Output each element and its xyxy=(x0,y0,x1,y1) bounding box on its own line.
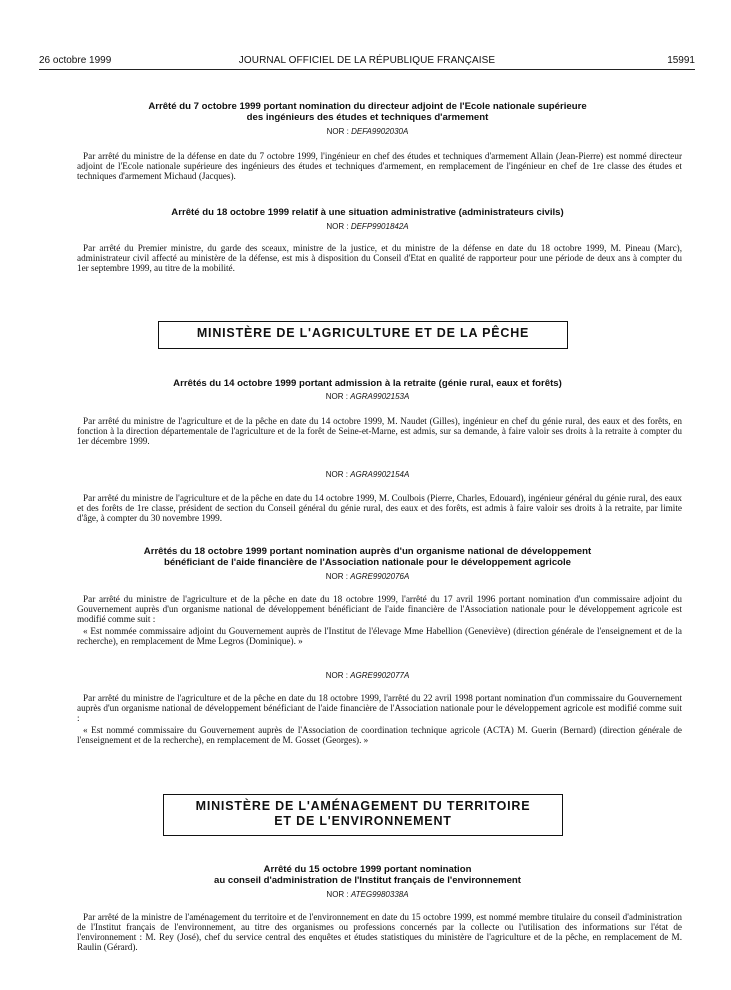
nor-reference xyxy=(60,470,675,480)
nor-code: AGRA9902154A xyxy=(350,470,410,479)
decree-quote: « Est nommé commissaire du Gouvernement auprès de l'Association de coordination technique agricole (ACTA) M. Guerin (Bernard) (direction générale de l'enseignement et de la recherche), en remplacement de M. Gosset (Georges). » xyxy=(77,725,682,745)
decree-title xyxy=(60,864,675,886)
decree-title-line: au conseil d'administration de l'Institut français de l'environnement xyxy=(214,875,521,886)
nor-code: ATEG9980338A xyxy=(350,890,409,899)
nor-label: NOR : xyxy=(326,222,349,231)
nor-label: NOR : xyxy=(325,470,348,479)
decree-title xyxy=(60,546,675,568)
decree-paragraph: Par arrêté du Premier ministre, du garde des sceaux, ministre de la justice, et du ministre de la défense en date du 18 octobre 1999, M. Pineau (Marc), administrateur civil affecté au ministère de la défense, est mis à disposition du Conseil d'Etat en qualité de rapporteur pour une période de deux ans à compter du 1er septembre 1999, au titre de la mobilité. xyxy=(77,243,682,273)
nor-code: DEFA9902030A xyxy=(351,127,409,136)
nor-label: NOR : xyxy=(325,572,348,581)
decree-title-line: Arrêtés du 18 octobre 1999 portant nomination auprès d'un organisme national de développement xyxy=(143,546,592,557)
nor-code: AGRA9902153A xyxy=(350,392,410,401)
ministry-heading-line: MINISTÈRE DE L'AMÉNAGEMENT DU TERRITOIRE xyxy=(195,799,531,813)
ministry-heading-line: ET DE L'ENVIRONNEMENT xyxy=(274,814,452,828)
decree-paragraph: Par arrêté du ministre de la défense en date du 7 octobre 1999, l'ingénieur en chef des études et techniques d'armement Allain (Jean-Pierre) est nommé directeur adjoint de l'Ecole nationale supérieure des ingénieurs des études et techniques d'armement, en remplacement de l'ingénieur en chef de 1re classe des études et techniques d'armement Michaud (Jacques). xyxy=(77,151,682,181)
decree-title-line: Arrêté du 15 octobre 1999 portant nomination xyxy=(263,864,472,875)
decree-title-line: des ingénieurs des études et techniques d'armement xyxy=(246,112,489,123)
nor-reference xyxy=(60,392,675,402)
ministry-heading: MINISTÈRE DE L'AGRICULTURE ET DE LA PÊCHE xyxy=(196,326,530,340)
nor-label: NOR : xyxy=(326,127,349,136)
ministry-heading-box xyxy=(163,794,563,836)
page-header xyxy=(39,55,695,69)
page-number: 15991 xyxy=(667,55,695,66)
header-date: 26 octobre 1999 xyxy=(39,55,112,66)
nor-reference xyxy=(60,890,675,900)
nor-label: NOR : xyxy=(326,890,349,899)
nor-reference xyxy=(60,572,675,582)
decree-paragraph: Par arrêté du ministre de l'agriculture et de la pêche en date du 14 octobre 1999, M. Naudet (Gilles), ingénieur en chef du génie rural, des eaux et des forêts, en fonction à la direction départementale de l'agriculture et de la forêt de Seine-et-Marne, est admis, sur sa demande, à faire valoir ses droits à la retraite à compter du 1er décembre 1999. xyxy=(77,416,682,446)
journal-title: JOURNAL OFFICIEL DE LA RÉPUBLIQUE FRANÇAISE xyxy=(238,55,496,66)
decree-title: Arrêtés du 14 octobre 1999 portant admission à la retraite (génie rural, eaux et forêts) xyxy=(173,378,562,389)
header-rule xyxy=(39,69,695,70)
decree-title-line: bénéficiant de l'aide financière de l'Association nationale pour le développement agricole xyxy=(163,557,572,568)
nor-label: NOR : xyxy=(325,671,348,680)
decree-quote: « Est nommée commissaire adjoint du Gouvernement auprès de l'Institut de l'élevage Mme Habellion (Geneviève) (direction générale de l'enseignement et de la recherche), en remplacement de Mme Legros (Dominique). » xyxy=(77,626,682,646)
nor-label: NOR : xyxy=(325,392,348,401)
decree-title: Arrêté du 18 octobre 1999 relatif à une situation administrative (administrateurs civils) xyxy=(171,207,564,218)
decree-paragraph: Par arrêté de la ministre de l'aménagement du territoire et de l'environnement en date du 15 octobre 1999, est nommé membre titulaire du conseil d'administration de l'Institut français de l'environnement, au titre des organismes ou professions concernés par la collecte ou l'utilisation des informations sur l'état de l'environnement : M. Rey (José), chef du service central des enquêtes et études statistiques du ministère de l'agriculture et de la pêche, en remplacement de M. Raulin (Gérard). xyxy=(77,912,682,952)
decree-paragraph: Par arrêté du ministre de l'agriculture et de la pêche en date du 18 octobre 1999, l'arrêté du 22 avril 1998 portant nomination d'un commissaire du Gouvernement auprès d'un organisme national de développement bénéficiant de l'aide financière de l'Association nationale pour le développement agricole est modifié comme suit : xyxy=(77,693,682,723)
nor-code: DEFP9901842A xyxy=(350,222,409,231)
decree-paragraph: Par arrêté du ministre de l'agriculture et de la pêche en date du 14 octobre 1999, M. Coulbois (Pierre, Charles, Edouard), ingénieur général du génie rural, des eaux et des forêts de 1re classe, président de section du Conseil général du génie rural, des eaux et des forêts, est admis à faire valoir ses droits à la retraite, par limite d'âge, à compter du 30 novembre 1999. xyxy=(77,493,682,523)
decree-title xyxy=(60,101,675,123)
nor-code: AGRE9902076A xyxy=(350,572,410,581)
nor-reference xyxy=(60,222,675,232)
nor-reference xyxy=(60,671,675,681)
decree-title-line: Arrêté du 7 octobre 1999 portant nomination du directeur adjoint de l'Ecole nationale supérieure xyxy=(148,101,587,112)
nor-reference xyxy=(60,127,675,137)
decree-paragraph: Par arrêté du ministre de l'agriculture et de la pêche en date du 18 octobre 1999, l'arrêté du 17 avril 1996 portant nomination d'un commissaire adjoint du Gouvernement auprès d'un organisme national de développement bénéficiant de l'aide financière de l'Association nationale pour le développement agricole est modifié comme suit : xyxy=(77,594,682,624)
nor-code: AGRE9902077A xyxy=(350,671,410,680)
ministry-heading-box xyxy=(158,321,568,349)
